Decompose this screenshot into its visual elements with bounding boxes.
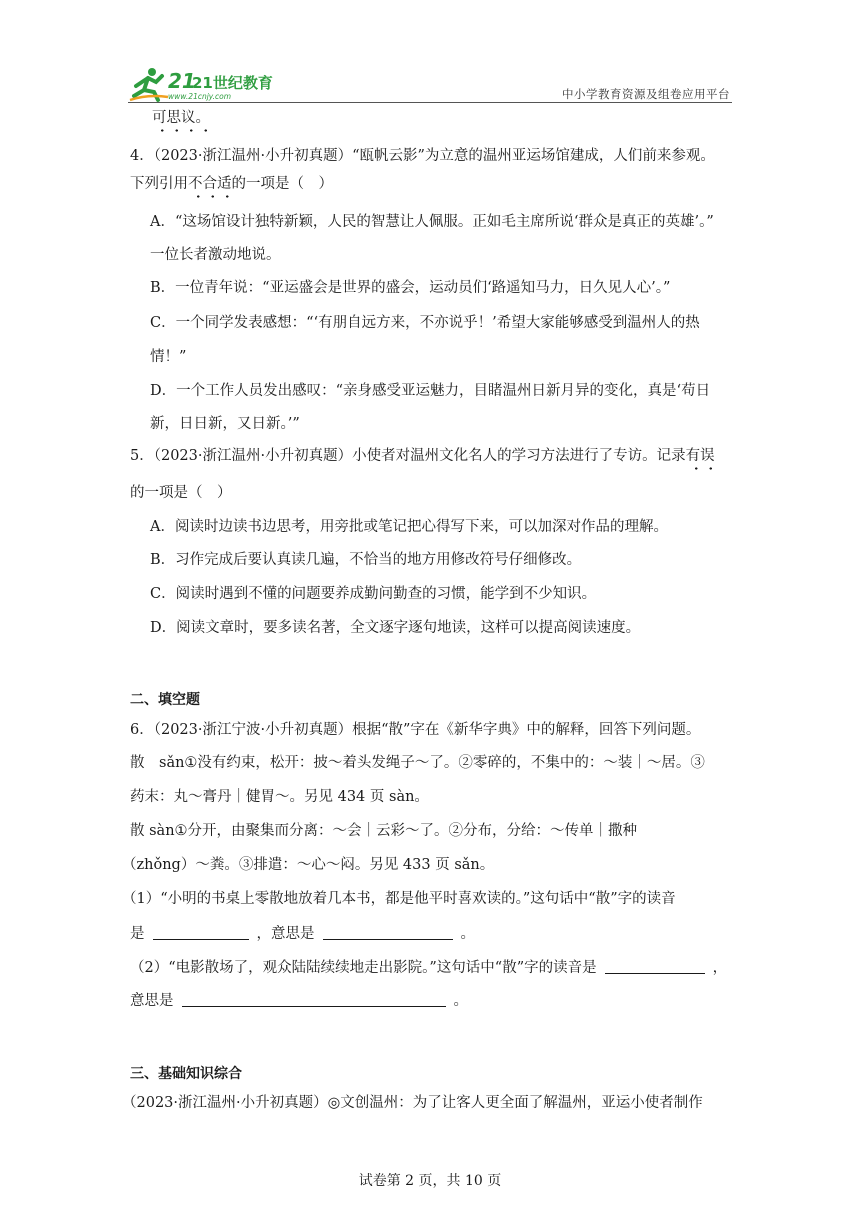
svg-text:21: 21 xyxy=(168,69,196,93)
section-title-basic-knowledge: 三、基础知识综合 xyxy=(130,1066,242,1082)
platform-name: 中小学教育资源及组卷应用平台 xyxy=(562,87,730,101)
q6-definition-san4-line1: 散 sàn①分开，由聚集而分离：～会｜云彩～了。②分布，分给：～传单｜撒种 xyxy=(130,823,638,839)
q5-option-c: C．阅读时遇到不懂的问题要养成勤问勤查的习惯，能学到不少知识。 xyxy=(150,586,597,602)
q4-option-a-line2: 一位长者激动地说。 xyxy=(150,247,281,263)
q5-stem-line2: 的一项是（ ） xyxy=(130,485,232,501)
svg-text:www.21cnjy.com: www.21cnjy.com xyxy=(168,92,232,101)
q3-tail: 可思议。 xyxy=(152,110,210,126)
q6-definition-san4-line2: （zhǒng）～粪。③排遣：～心～闷。另见 433 页 sǎn。 xyxy=(122,857,495,873)
q5-option-d: D．阅读文章时，要多读名著，全文逐字逐句地读，这样可以提高阅读速度。 xyxy=(150,620,641,636)
runner-logo-icon xyxy=(128,66,278,104)
q4-stem-line1: 4．（2023·浙江温州·小升初真题）“瓯帆云影”为立意的温州亚运场馆建成，人们前来参观。 xyxy=(130,148,715,164)
answer-blank-pronunciation-2[interactable] xyxy=(605,959,705,974)
q4-option-a-line1: A．“这场馆设计独特新颖，人民的智慧让人佩服。正如毛主席所说‘群众是真正的英雄’。” xyxy=(150,214,714,230)
q4-emphasis: 不合适 xyxy=(188,176,232,192)
answer-blank-meaning-1[interactable] xyxy=(323,925,453,940)
q6-sub2-line1: （2）“电影散场了，观众陆陆续续地走出影院。”这句话中“散”字的读音是 ， xyxy=(130,960,728,976)
q5-option-b: B．习作完成后要认真读几遍，不恰当的地方用修改符号仔细修改。 xyxy=(150,552,582,568)
header-rule xyxy=(128,102,732,103)
q6-stem: 6．（2023·浙江宁波·小升初真题）根据“散”字在《新华字典》中的解释，回答下列问题。 xyxy=(130,722,701,738)
q6-sub2-line2: 意思是 。 xyxy=(130,993,468,1009)
answer-blank-pronunciation-1[interactable] xyxy=(153,925,249,940)
q6-sub1-line2: 是 ，意思是 。 xyxy=(130,926,475,942)
q6-definition-san3-line1: 散 sǎn①没有约束，松开：披～着头发绳子～了。②零碎的，不集中的：～装｜～居。③ xyxy=(130,755,705,771)
svg-text:21世纪教育: 21世纪教育 xyxy=(192,74,273,92)
q7-intro: （2023·浙江温州·小升初真题）◎文创温州：为了让客人更全面了解温州，亚运小使者制作 xyxy=(122,1095,703,1111)
q6-definition-san3-line2: 药末：丸～膏丹｜健胃～。另见 434 页 sàn。 xyxy=(130,789,429,805)
q4-option-c-line1: C．一个同学发表感想：“‘有朋自远方来，不亦说乎！’希望大家能够感受到温州人的热 xyxy=(150,315,700,331)
q5-option-a: A．阅读时边读书边思考，用旁批或笔记把心得写下来，可以加深对作品的理解。 xyxy=(150,519,668,535)
q4-option-c-line2: 情！” xyxy=(150,349,187,365)
q4-option-d-line1: D．一个工作人员发出感叹：“亲身感受亚运魅力，目睹温州日新月异的变化，真是‘苟日 xyxy=(150,383,711,399)
q4-option-d-line2: 新，日日新，又日新。’” xyxy=(150,416,300,432)
q5-stem-line1: 5．（2023·浙江温州·小升初真题）小使者对温州文化名人的学习方法进行了专访。记录有误 xyxy=(130,448,715,464)
page-header xyxy=(0,0,860,104)
q4-option-b: B．一位青年说：“亚运盛会是世界的盛会，运动员们‘路遥知马力，日久见人心’。” xyxy=(150,280,671,296)
page-footer: 试卷第 2 页，共 10 页 xyxy=(358,1173,502,1189)
answer-blank-meaning-2[interactable] xyxy=(182,992,446,1007)
q6-sub1-line1: （1）“小明的书桌上零散地放着几本书，都是他平时喜欢读的。”这句话中“散”字的读音 xyxy=(122,891,676,907)
site-logo xyxy=(128,66,278,104)
section-title-fill-in: 二、填空题 xyxy=(130,692,200,708)
q5-emphasis: 有误 xyxy=(685,448,715,464)
q4-stem-line2: 下列引用不合适的一项是（ ） xyxy=(130,176,333,192)
